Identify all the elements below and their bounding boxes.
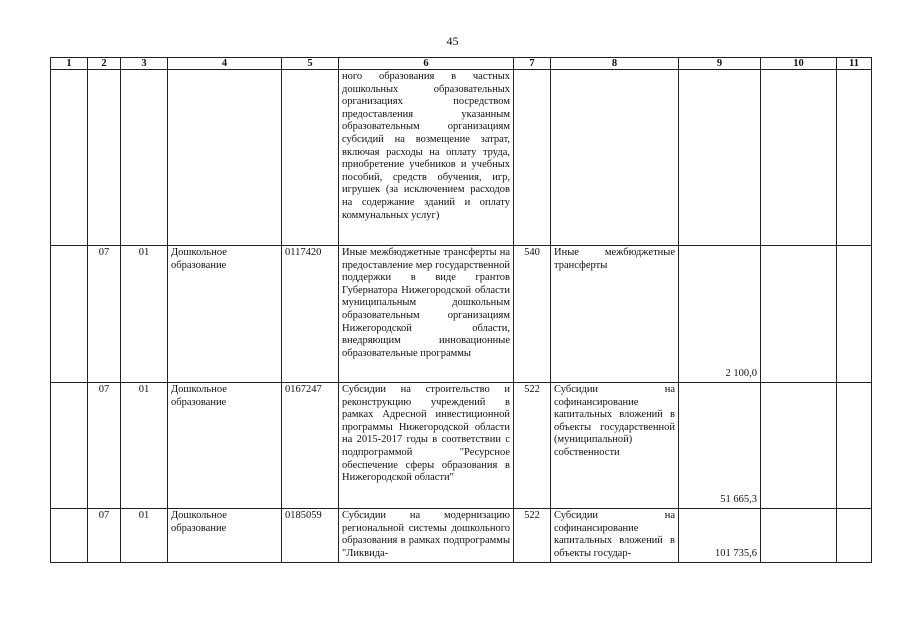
column-header: 9 bbox=[679, 58, 761, 70]
cell-subsection: 01 bbox=[121, 383, 168, 509]
column-header: 1 bbox=[51, 58, 88, 70]
cell bbox=[837, 70, 872, 246]
column-header: 5 bbox=[282, 58, 339, 70]
table-row bbox=[51, 383, 872, 509]
budget-table bbox=[50, 57, 872, 563]
cell-expense-type-name: Субсидии на софинансирование капитальных вложений в объекты государственной (муниципальной) собственности bbox=[551, 383, 679, 509]
column-header: 11 bbox=[837, 58, 872, 70]
cell bbox=[761, 509, 837, 563]
column-header: 6 bbox=[339, 58, 514, 70]
cell bbox=[51, 509, 88, 563]
cell-subsection bbox=[121, 70, 168, 246]
cell-amount: 101 735,6 bbox=[679, 509, 761, 563]
cell-subsection-name bbox=[168, 70, 282, 246]
cell bbox=[761, 383, 837, 509]
page-number: 45 bbox=[446, 34, 459, 48]
column-header: 3 bbox=[121, 58, 168, 70]
cell-subsection: 01 bbox=[121, 509, 168, 563]
cell-subsection-name: Дошкольное образование bbox=[168, 383, 282, 509]
table-row bbox=[51, 246, 872, 383]
column-header: 4 bbox=[168, 58, 282, 70]
cell-description: Субсидии на модернизацию региональной системы дошкольного образования в рамках подпрограммы "Ликвида- bbox=[339, 509, 514, 563]
cell bbox=[837, 509, 872, 563]
cell-section bbox=[88, 70, 121, 246]
cell bbox=[837, 246, 872, 383]
cell-target-code: 0185059 bbox=[282, 509, 339, 563]
cell-expense-type-name: Субсидии на софинансирование капитальных вложений в объекты государ- bbox=[551, 509, 679, 563]
header-row bbox=[51, 58, 872, 70]
cell-expense-type-name bbox=[551, 70, 679, 246]
cell-section: 07 bbox=[88, 509, 121, 563]
cell-target-code: 0167247 bbox=[282, 383, 339, 509]
cell bbox=[761, 70, 837, 246]
cell-target-code: 0117420 bbox=[282, 246, 339, 383]
cell-description: Субсидии на строительство и реконструкцию учреждений в рамках Адресной инвестиционной программы Нижегородской области на 2015-2017 годы в соответствии с подпрограммой "Ресурсное обеспечение сферы образования в Нижегородской области" bbox=[339, 383, 514, 509]
cell bbox=[837, 383, 872, 509]
cell bbox=[51, 246, 88, 383]
cell-section: 07 bbox=[88, 383, 121, 509]
cell bbox=[51, 383, 88, 509]
cell-expense-type-code: 522 bbox=[514, 383, 551, 509]
column-header: 10 bbox=[761, 58, 837, 70]
column-header: 7 bbox=[514, 58, 551, 70]
cell-section: 07 bbox=[88, 246, 121, 383]
cell-description: ного образования в частных дошкольных образовательных организациях посредством предоставления указанным образовательным организациям субсидий на возмещение затрат, включая расходы на оплату труда, приобретение учебников и учебных пособий, средств обучения, игр, игрушек (за исключением расходов на содержание зданий и оплату коммунальных услуг) bbox=[339, 70, 514, 246]
cell bbox=[51, 70, 88, 246]
cell-subsection-name: Дошкольное образование bbox=[168, 509, 282, 563]
column-header: 8 bbox=[551, 58, 679, 70]
table-row bbox=[51, 70, 872, 246]
cell-subsection-name: Дошкольное образование bbox=[168, 246, 282, 383]
cell-description: Иные межбюджетные трансферты на предоставление мер государственной поддержки в виде грантов Губернатора Нижегородской области муниципальным дошкольным образовательным организациям Нижегородской области, внедряющим инновационные образовательные программы bbox=[339, 246, 514, 383]
cell-amount: 2 100,0 bbox=[679, 246, 761, 383]
table-row bbox=[51, 509, 872, 563]
cell-subsection: 01 bbox=[121, 246, 168, 383]
cell bbox=[761, 246, 837, 383]
cell-expense-type-code bbox=[514, 70, 551, 246]
cell-expense-type-code: 540 bbox=[514, 246, 551, 383]
cell-expense-type-code: 522 bbox=[514, 509, 551, 563]
cell-amount: 51 665,3 bbox=[679, 383, 761, 509]
cell-amount bbox=[679, 70, 761, 246]
cell-expense-type-name: Иные межбюджетные трансферты bbox=[551, 246, 679, 383]
cell-target-code bbox=[282, 70, 339, 246]
column-header: 2 bbox=[88, 58, 121, 70]
